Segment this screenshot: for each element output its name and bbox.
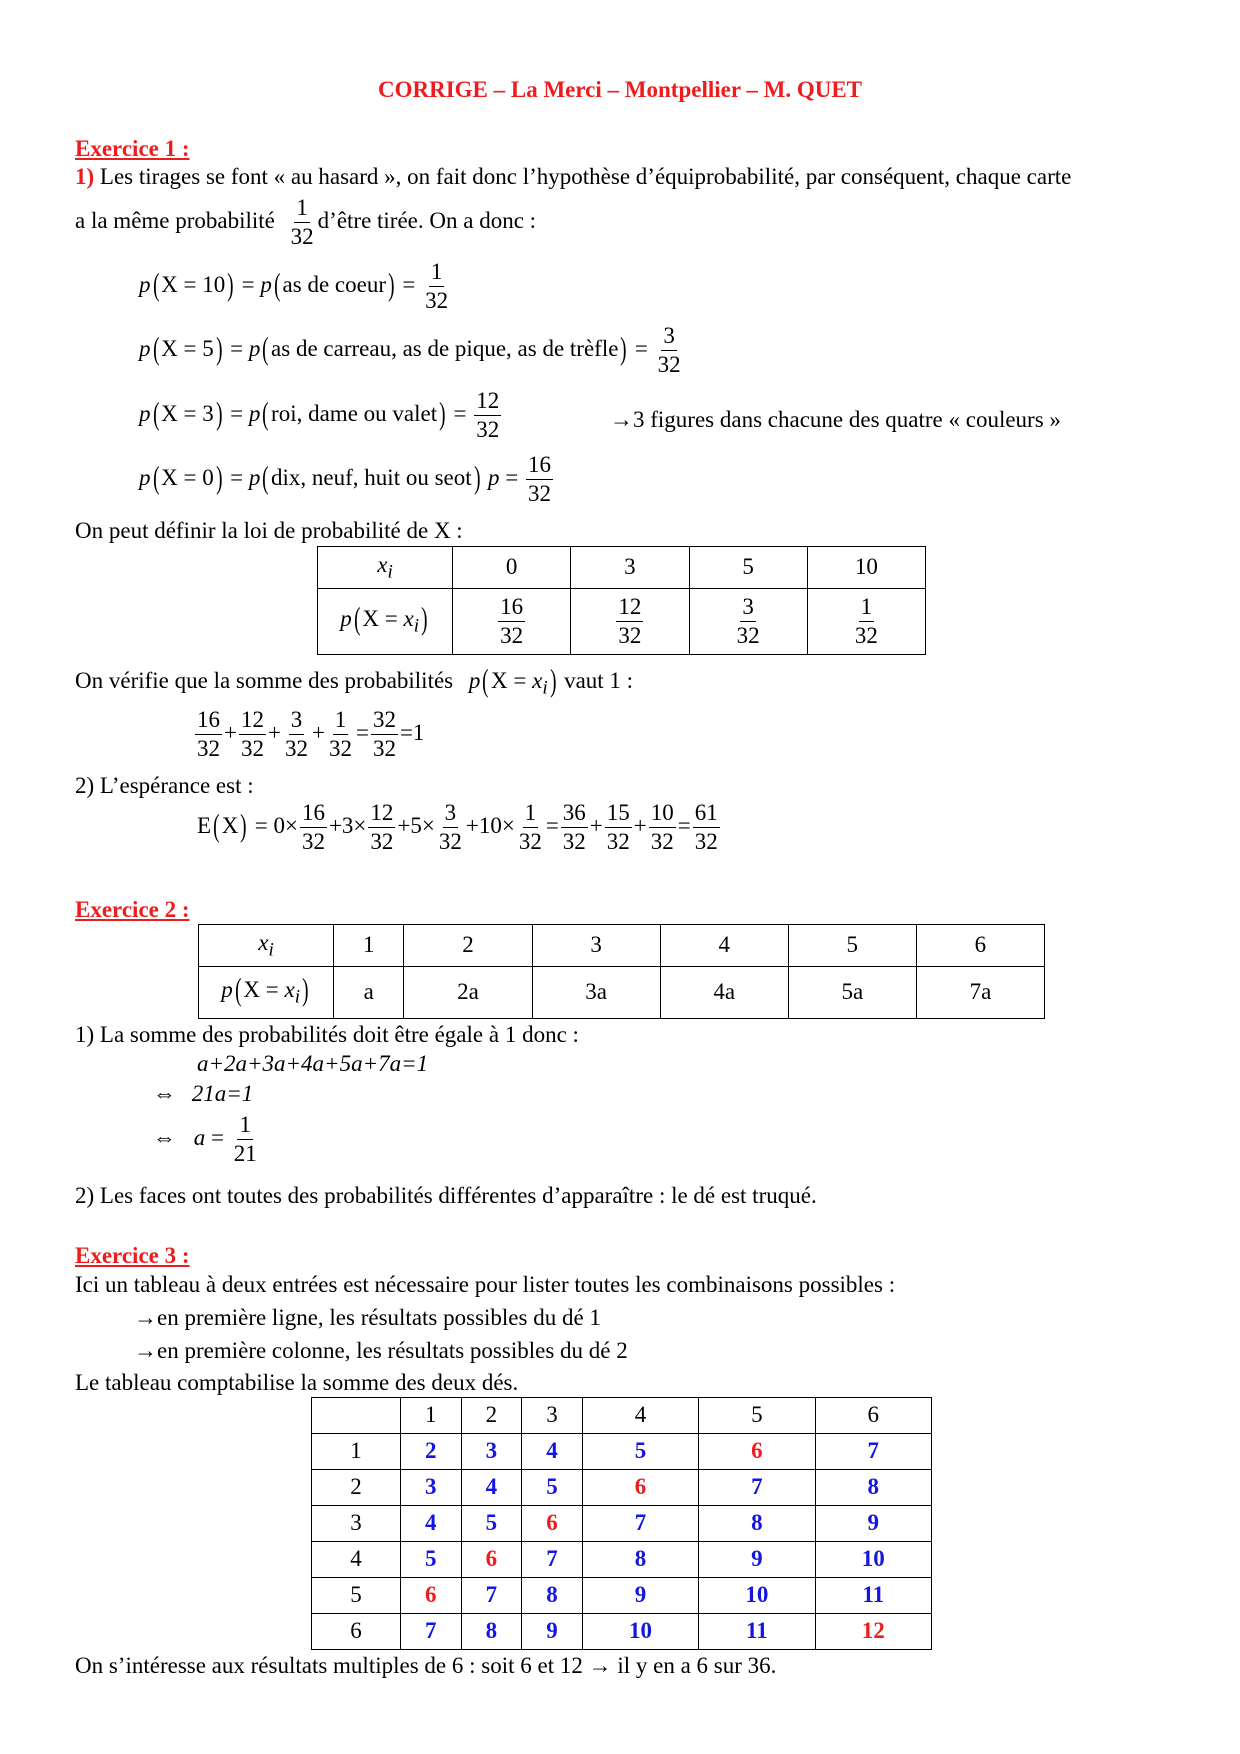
sum-cell: 8 [815,1470,931,1506]
sum-cell: 4 [522,1434,583,1470]
dice-sum-table [311,1397,932,1650]
table-cell: 7a [916,967,1044,1019]
intro-text: Les tirages se font « au hasard », on fait donc l’hypothèse d’équiprobabilité, par conséquent, chaque carte [99,164,1072,189]
sum-cell: 11 [699,1614,815,1650]
sum-equation: $\frac{16}{32}$ + $\frac{12}{32}$ + $\frac{3}{32}$ + $\frac{1}{32}$ = $\frac{32}{32}$ =1 [197,707,425,762]
sum-cell: 7 [401,1614,462,1650]
expectation-equation: E(X) = 0× $\frac{16}{32}$ +3× $\frac{12}{32}$ +5× $\frac{3}{32}$ +10× $\frac{1}{32}$ = $\frac{36}{32}$ + $\frac{15}{32}$ + $\frac{10}{32}$ = $\frac{61}{32}$ [197,800,718,855]
sum-cell: 6 [699,1434,815,1470]
check-text-b: vaut 1 : [564,668,634,693]
sum-cell: 5 [461,1506,522,1542]
sum-cell: 8 [461,1614,522,1650]
table-cell: 3 [571,547,689,589]
sum-cell: 9 [699,1542,815,1578]
event-4: dix, neuf, huit ou seot [271,464,472,490]
sum-cell: 9 [582,1578,698,1614]
table-cell: 4a [660,967,788,1019]
sum-cell: 4 [401,1506,462,1542]
table-cell: $\frac{12}{32}$ [571,589,689,655]
sum-cell: 12 [815,1614,931,1650]
ex2-equation-1: a+2a+3a+4a+5a+7a=1 [197,1051,429,1076]
sum-cell: 8 [582,1542,698,1578]
probability-table-ex1 [317,546,926,655]
p-header: $p(X = x_i)$ [199,967,334,1019]
sum-cell: 2 [401,1434,462,1470]
prob-line-4: p(X = 0) = p(dix, neuf, huit ou seot) p = $\frac{16}{32}$ [139,452,552,507]
table-cell: a [334,967,404,1019]
ex3-line3: →en première colonne, les résultats possibles du dé 2 [134,1338,628,1363]
expectation-text: 2) L’espérance est : [75,773,254,798]
figures-note: →3 figures dans chacune des quatre « couleurs » [610,407,1061,432]
sum-cell: 10 [815,1542,931,1578]
header-cell: 1 [401,1398,462,1434]
ex2-equation-3: ⇔ a = $\frac{1}{21}$ [153,1112,257,1167]
table-cell: $\frac{1}{32}$ [807,589,925,655]
sum-cell: 4 [461,1470,522,1506]
sum-cell: 7 [582,1506,698,1542]
frac-num: 1 [294,196,310,223]
exercise-3-heading: Exercice 3 : [75,1243,190,1268]
sum-cell: 5 [522,1470,583,1506]
header-cell: 5 [699,1398,815,1434]
ex1-intro-line1 [75,164,1071,190]
sum-cell: 6 [401,1578,462,1614]
page-title: CORRIGE – La Merci – Montpellier – M. QUET [377,77,863,102]
prob-line-1: p(X = 10) = p(as de coeur) = $\frac{1}{32}$ [139,259,449,314]
sum-cell: 7 [699,1470,815,1506]
sum-cell: 9 [522,1614,583,1650]
table-cell: 3 [532,925,660,967]
probability-table-ex2 [198,924,1045,1019]
ex3-line1: Ici un tableau à deux entrées est nécessaire pour lister toutes les combinaisons possibles : [75,1272,896,1297]
intro-text-b: d’être tirée. On a donc : [317,207,537,233]
table-cell: $\frac{3}{32}$ [689,589,807,655]
sum-cell: 10 [582,1614,698,1650]
sum-cell: 10 [699,1578,815,1614]
law-text: On peut définir la loi de probabilité de X : [75,518,463,543]
sum-cell: 3 [401,1470,462,1506]
row-header-cell: 5 [312,1578,401,1614]
fraction: $\frac{12}{32}$ [476,388,500,443]
table-cell: 3a [532,967,660,1019]
table-cell: 10 [807,547,925,589]
q1-number: 1) [75,164,95,189]
prob-line-2: p(X = 5) = p(as de carreau, as de pique, as de trèfle) = $\frac{3}{32}$ [139,323,681,378]
header-cell: 6 [815,1398,931,1434]
sum-cell: 9 [815,1506,931,1542]
p-header: $p(X = x_i)$ [318,589,453,655]
table-cell: 6 [916,925,1044,967]
xi-header: $x_i$ [318,547,453,589]
table-cell: 4 [660,925,788,967]
fraction [289,196,316,249]
table-cell: 2a [404,967,532,1019]
sum-cell: 5 [401,1542,462,1578]
fraction: $\frac{1}{32}$ [425,259,449,314]
exercise-1-heading: Exercice 1 : [75,136,190,161]
check-text-a: On vérifie que la somme des probabilités [75,668,454,693]
ex3-line2: →en première ligne, les résultats possibles du dé 1 [134,1305,601,1330]
table-cell: $\frac{16}{32}$ [453,589,571,655]
sum-cell: 5 [582,1434,698,1470]
intro-text-a: a la même probabilité [75,207,275,233]
table-cell: 5a [788,967,916,1019]
ex2-equation-2 [153,1081,253,1107]
table-cell: 5 [689,547,807,589]
row-header-cell: 6 [312,1614,401,1650]
eq2-text: 21a=1 [191,1081,254,1106]
equivalence-icon: ⇔ [153,1124,176,1150]
prob-line-3: p(X = 3) = p(roi, dame ou valet) = $\frac{12}{32}$ [139,388,500,443]
sum-cell: 6 [522,1506,583,1542]
xi-header: $x_i$ [199,925,334,967]
ex3-conclusion: On s’intéresse aux résultats multiples de 6 : soit 6 et 12 → il y en a 6 sur 36. [75,1653,777,1678]
table-cell: 1 [334,925,404,967]
header-cell: 3 [522,1398,583,1434]
sum-cell: 8 [522,1578,583,1614]
header-cell: 4 [582,1398,698,1434]
row-header-cell: 4 [312,1542,401,1578]
row-header-cell: 3 [312,1506,401,1542]
event-2: as de carreau, as de pique, as de trèfle [271,335,619,361]
event-3: roi, dame ou valet [271,400,438,426]
table-cell: 5 [788,925,916,967]
sum-cell: 7 [522,1542,583,1578]
sum-cell: 8 [699,1506,815,1542]
equivalence-icon: ⇔ [153,1081,176,1106]
ex2-q2-text: 2) Les faces ont toutes des probabilités différentes d’apparaître : le dé est truqué. [75,1183,817,1208]
sum-cell: 6 [582,1470,698,1506]
ex3-line4: Le tableau comptabilise la somme des deux dés. [75,1370,519,1395]
table-cell: 0 [453,547,571,589]
event-1: as de coeur [282,271,386,297]
exercise-2-heading: Exercice 2 : [75,897,190,922]
header-cell: 2 [461,1398,522,1434]
fraction: $\frac{3}{32}$ [657,323,681,378]
sum-cell: 3 [461,1434,522,1470]
fraction: $\frac{16}{32}$ [528,452,552,507]
row-header-cell: 2 [312,1470,401,1506]
ex2-q1-text: 1) La somme des probabilités doit être égale à 1 donc : [75,1022,579,1047]
sum-cell: 7 [815,1434,931,1470]
frac-den: 32 [290,224,314,250]
table-cell: 2 [404,925,532,967]
ex1-intro-line2 [75,196,536,249]
sum-cell: 7 [461,1578,522,1614]
row-header-cell: 1 [312,1434,401,1470]
sum-cell: 11 [815,1578,931,1614]
corner-cell [312,1398,401,1434]
sum-cell: 6 [461,1542,522,1578]
check-line: On vérifie que la somme des probabilités $p(X = x_i)$ vaut 1 : [75,662,634,699]
